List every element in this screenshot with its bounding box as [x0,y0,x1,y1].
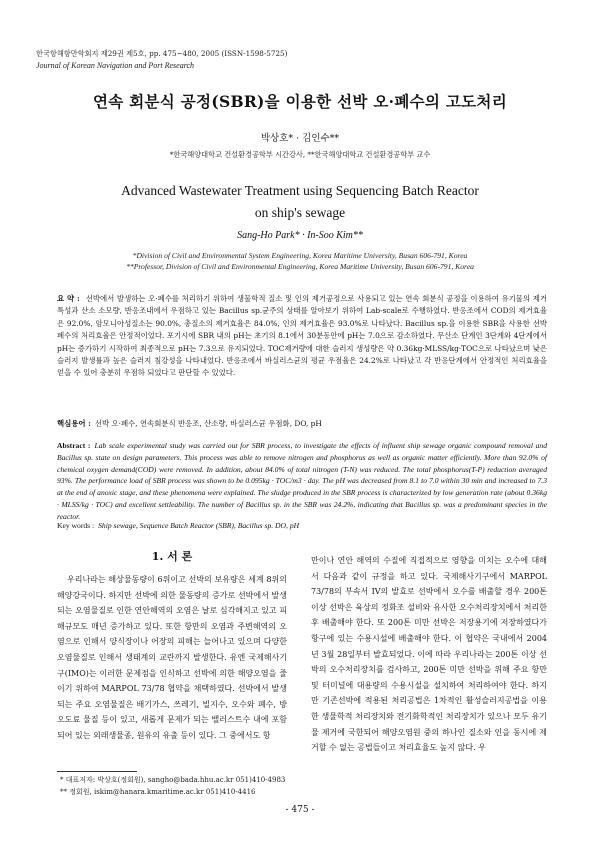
paper-title-english-line2: on ship's sewage [254,205,346,220]
paper-title-korean: 연속 회분식 공정(SBR)을 이용한 선박 오·폐수의 고도처리 [93,92,507,111]
footnote-divider [57,771,137,772]
abstract-korean [57,293,547,380]
affiliation-korean: *한국해양대학교 건설환경공학부 시간강사, **한국해양대학교 건설환경공학부 교수 [169,150,431,159]
keywords-english-label: Key words : [57,521,95,530]
authors-english: Sang-Ho Park* · In-Soo Kim** [237,230,363,241]
intro-paragraph-left: 우리나라는 해상물동량이 6위이고 선박의 보유량은 세계 8위의 해양강국이다. 하지만 선박에 의한 물동량의 증가로 선박에서 발생되는 오염물질로 인한 연안해역의 오염은 날로 심각해지고 있고 피해규모도 매년 증가하고 있다. 또한 항만의 오염과 주변해역의 오염으로 인해서 양식장이나 어장의 피해는 늘어나고 있으며 다양한 오염물질로 인해서 생태계의 교란까지 발생한다. 유엔 국제해사기구(IMO)는 이러한 문제점을 인식하고 선박에 의한 해양오염을 줄이기 위하여 MARPOL 73/78 협약을 채택하였다. 선박에서 발생되는 주요 오염물질은 배기가스, 쓰레기, 빌지수, 오수와 폐수, 방오도료 물질 등이 있고, 새롭게 문제가 되는 밸러스트수 내에 포함되어 있는 외래생물종, 원유의 유출 등이 있다. 그 중에서도 항 [57,575,287,740]
section-heading-introduction: 1. 서 론 [151,550,193,563]
intro-paragraph-right: 만이나 연안 해역의 수질에 직접적으로 영향을 미치는 오수에 대해서 다음과 같이 규정을 하고 있다. 국제해사기구에서 MARPOL 73/78의 부속서 IV의 발효로 선박에서 오수를 배출할 경우 200톤 이상 선박은 육상의 정화조 설비와 유사한 오수처리장치에서 처리한 후 배출해야 한다. 또 200톤 미만 선박은 저장용기에 저장하였다가 항구에 있는 수용시설에 배출해야 한다. 이 협약은 국내에서 2004년 3월 28일부터 발효되었다. 이에 따라 우리나라는 200톤 이상 선박의 오수처리장치를 검사하고, 200톤 미만 선박을 위해 주요 항만 및 터미널에 대용량의 수용시설을 설치하여 처리하여야 한다. 하지만 기존선박에 적용된 처리공법은 1차적인 활성슬러지공법을 이용한 생물학적 처리장치와 전기화학적인 처리장치가 있으나 모두 유기물 제거에 국한되어 해양오염원 중의 하나인 질소와 인을 동시에 제거할 수 없는 공법들이고 처리효율도 높지 않다. 우 [311,556,547,753]
journal-header-line1: 한국항해항만학회지 제29권 제5호, pp. 475~480, 2005 (ISSN-1598-5725) [36,49,288,58]
body-column-right [311,553,547,756]
keywords-english-text: Ship sewage, Sequence Batch Reactor (SBR), Bacillus sp. DO, pH [98,521,300,530]
keywords-korean-text: 선박 오·폐수, 연속회분식 반응조, 산소량, 바실러스균 우점화, DO, pH [94,419,322,428]
abstract-english-text: Lab scale experimental study was carried out for SBR process, to investigate the effects of influent ship sewage organic compound removal and Bacillus sp. state on design parameters. This process was able to remove nitrogen and phosphorus as well as organic matter efficiently. More than 92.0% of chemical oxygen demand(COD) were removed. In addition, about 84.0% of total nitrogen (T-N) was reduced. The total phosphorus(T-P) reduction averaged 93%. The performance load of SBR process was shown to be 0.095kg · TOC/m3 · day. The pH was decreased from 8.1 to 7.0 within 30 min and increased to 7.3 at the end of anoxic stage, and these phenomena were explained. The sludge produced in the SBR process is characterized by low generation rate (about 0.36kg · MLSS/kg · TOC) and excellent settleability. The number of Bacillus sp. in the SBR was 24.2%, indicating that Bacillus sp. was a predominant species in the reactor. [57,441,547,521]
affiliation-english-line1: *Division of Civil and Environmental System Engineering, Korea Maritime University, Busan 606-791, Korea [132,251,468,260]
journal-header-line2: Journal of Korean Navigation and Port Research [36,61,195,70]
paper-title-english-line1: Advanced Wastewater Treatment using Sequencing Batch Reactor [121,183,479,198]
keywords-korean [57,418,547,430]
keywords-english [57,520,547,532]
abstract-english-label: Abstract : [57,441,91,450]
keywords-korean-label: 핵심용어 : [57,419,91,428]
footnote-member: ** 정회원, iskim@hanara.kmaritime.ac.kr 051)410-4416 [60,788,256,796]
page-number: - 475 - [285,805,315,815]
affiliation-english-line2: **Professor, Division of Civil and Environmental Engineering, Korea Maritime University, Busan 606-791, Korea [126,262,474,271]
abstract-korean-text: 선박에서 발생하는 오·폐수를 처리하기 위하여 생물학적 질소 및 인의 제거공정으로 사용되고 있는 연속 회분식 공정을 이용하여 유기물의 제거 특성과 산소 소모량, 반응조내에서 우점하고 있는 Bacillus sp.균주의 상태를 알아보기 위하여 Lab-scale로 수행하였다. 반응조에서 COD의 제거효율은 92.0%, 암모니아성질소는 90.0%, 총질소의 제거효율은 84.0%, 인의 제거효율은 93.0%로 나타났다. Bacillus sp.을 이용한 SBR을 사용한 선박폐수의 처리효율은 안정적이었다. 포기시에 SBR 내의 pH는 초기의 8.1에서 30분동안에 pH는 7.0으로 감소하였다. 무산소 단계인 3단계와 4단계에서 pH는 증가하기 시작하여 최종적으로 pH는 7.3으로 유지되었다. TOC제거량에 대한 슬러지 생성량은 약 0.36kg·MLSS/kg·TOC으로 나타났으며 낮은 슬러지 발생률과 높은 슬러지 침강성을 나타내었다. 반응조에서 바실러스균의 평균 우점율은 24.2%로 나타났고 각 반응단계에서 안정적인 처리효율을 얻을 수 있어 충분히 우점하 되었다고 판단할 수 있었다. [57,294,547,378]
abstract-korean-label: 요 약 : [57,294,80,303]
abstract-english [57,440,547,523]
affiliation-english [0,250,600,272]
authors-korean: 박상호* · 김인수** [260,133,340,144]
footnote-corresponding-author: * 대표저자: 박상호(정회원), sangho@bada.hhu.ac.kr 051)410-4983 [60,776,286,784]
paper-title-english [0,180,600,224]
body-column-left [57,572,287,744]
